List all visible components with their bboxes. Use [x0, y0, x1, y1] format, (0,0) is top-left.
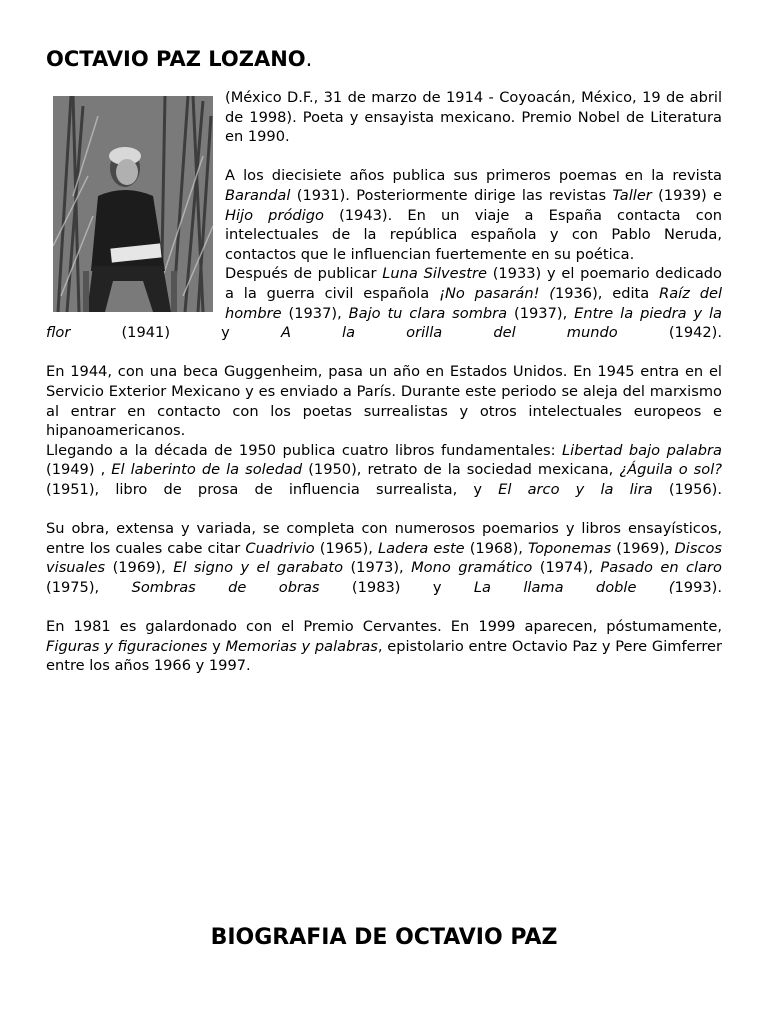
work-title: ¿Águila o sol? — [619, 461, 722, 479]
work-title: El laberinto de la soledad — [111, 461, 303, 479]
paragraph-1950s — [46, 441, 722, 500]
text-span: y — [207, 637, 226, 655]
text-span: (1983) y — [319, 578, 474, 596]
work-title: Entre la piedra y la flor — [46, 304, 722, 342]
footer-title: BIOGRAFIA DE OCTAVIO PAZ — [210, 925, 558, 950]
work-title: A la orilla del mundo — [280, 324, 618, 342]
work-title: El arco y la lira — [498, 480, 653, 498]
text-span: (1937), — [507, 304, 575, 322]
portrait-photo-icon — [53, 96, 213, 312]
paragraph-cervantes — [46, 617, 722, 676]
work-title: Luna Silvestre — [382, 265, 487, 283]
work-title: Figuras y figuraciones — [46, 637, 208, 655]
text-span: (1933) y el poemario dedicado a la guerra civil española — [225, 265, 722, 302]
text-span: (1969), — [611, 539, 675, 557]
text-span: Después de publicar — [225, 265, 383, 283]
work-title: Mono gramático — [411, 559, 533, 577]
work-title: Memorias y palabras — [225, 637, 378, 655]
text-span: (1975), — [46, 578, 132, 596]
work-title: Discos visuales — [46, 539, 722, 577]
text-span: (1965), — [314, 539, 379, 557]
work-title: La llama doble ( — [473, 578, 675, 596]
text-span: (1941) y — [70, 324, 281, 342]
work-title: Cuadrivio — [245, 539, 315, 557]
work-title: Toponemas — [527, 539, 612, 557]
text-span: Llegando a la década de 1950 publica cuatro libros fundamentales: — [46, 441, 563, 459]
work-title: Hijo pródigo — [225, 206, 324, 224]
text-span: (1973), — [343, 559, 412, 577]
work-title: El signo y el garabato — [173, 559, 344, 577]
text-span: En 1944, con una beca Guggenheim, pasa un año en Estados Unidos. En 1945 entra en el Servicio Exterior Mexicano y es enviado a París. Durante este periodo se aleja del marxismo al entrar en contacto con los poetas surrealistas y otros intelectuales europeos e hipanoamericanos. — [46, 363, 722, 440]
text-span: (1931). Posteriormente dirige las revistas — [290, 186, 613, 204]
text-span: (1951), libro de prosa de influencia surrealista, y — [46, 480, 499, 498]
text-span: (México D.F., 31 de marzo de 1914 - Coyoacán, México, 19 de abril de 1998). Poeta y ensayista mexicano. Premio Nobel de Literatura en 1990. — [225, 89, 722, 146]
paragraph-works — [46, 519, 722, 597]
text-span: Su obra, extensa y variada, se completa con numerosos poemarios y libros ensayísticos, entre los cuales cabe citar — [46, 520, 722, 557]
work-title: Barandal — [225, 186, 291, 204]
text-span: (1956). — [652, 480, 722, 498]
text-span: (1974), — [532, 559, 601, 577]
text-span: (1943). En un viaje a España contacta con intelectuales de la república española y con Pablo Neruda, contactos que le influencian fuertemente en su poética. — [225, 206, 722, 263]
text-span: (1949) , — [46, 461, 112, 479]
text-span: (1950), retrato de la sociedad mexicana, — [302, 461, 620, 479]
work-title: Ladera este — [378, 539, 465, 557]
work-title: Bajo tu clara sombra — [348, 304, 508, 322]
document-page — [46, 42, 722, 676]
text-span: 1936), edita — [554, 284, 660, 302]
text-span: (1942). — [617, 324, 723, 342]
work-title: Pasado en claro — [600, 559, 722, 577]
work-title: Libertad bajo palabra — [562, 441, 723, 459]
page-title — [46, 42, 722, 76]
work-title: Raíz del hombre — [225, 284, 722, 322]
text-span: (1968), — [464, 539, 528, 557]
biography-body — [46, 88, 722, 676]
work-title: Sombras de obras — [131, 578, 320, 596]
title-text: OCTAVIO PAZ LOZANO — [46, 47, 306, 71]
text-span: , epistolario entre Octavio Paz y Pere Gimferrer entre los años 1966 y 1997. — [46, 637, 722, 675]
text-span: En 1981 es galardonado con el Premio Cervantes. En 1999 aparecen, póstumamente, — [46, 618, 722, 636]
text-span: (1939) e — [651, 186, 722, 204]
paragraph-guggenheim — [46, 362, 722, 440]
text-span: A los diecisiete años publica sus primeros poemas en la revista — [225, 167, 722, 185]
work-title: Taller — [612, 186, 652, 204]
work-title: ¡No pasarán! ( — [439, 284, 555, 302]
text-span: (1969), — [105, 559, 174, 577]
text-span: (1937), — [281, 304, 349, 322]
text-span: 1993). — [674, 578, 722, 596]
title-dot: . — [305, 47, 313, 71]
portrait-photo — [53, 96, 213, 312]
